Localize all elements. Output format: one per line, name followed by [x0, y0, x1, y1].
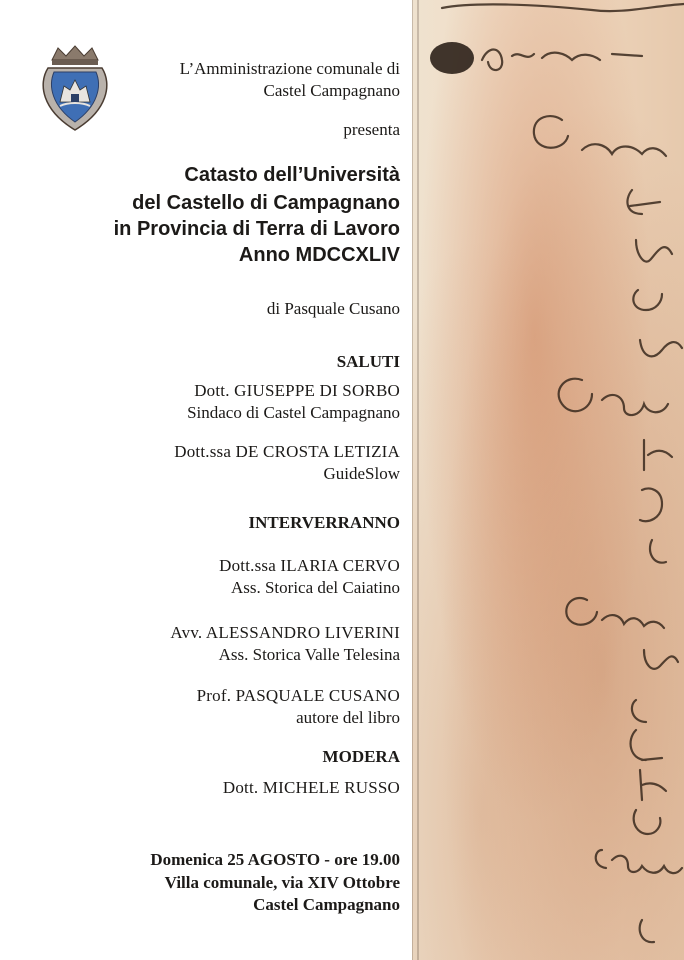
- header-line-2: Castel Campagnano: [263, 81, 400, 100]
- saluti-person-2-name: Dott.ssa DE CROSTA LETIZIA: [174, 442, 400, 461]
- saluti-person-2-role: GuideSlow: [323, 464, 400, 483]
- presenta-text: presenta: [343, 120, 400, 139]
- title-line-2: del Castello di Campagnano: [132, 192, 400, 214]
- modera-heading: MODERA: [322, 747, 400, 766]
- speaker-2-name: Avv. ALESSANDRO LIVERINI: [170, 623, 400, 642]
- event-date-time: Domenica 25 AGOSTO - ore 19.00: [150, 850, 400, 869]
- title-line-3: in Provincia di Terra di Lavoro: [113, 218, 400, 240]
- title-line-1: Catasto dell’Università: [184, 164, 400, 186]
- speaker-3-role: autore del libro: [296, 708, 400, 727]
- event-town: Castel Campagnano: [253, 895, 400, 914]
- author-text: di Pasquale Cusano: [266, 299, 400, 318]
- saluti-heading: SALUTI: [336, 352, 400, 371]
- interverranno-heading: INTERVERRANNO: [248, 513, 400, 532]
- manuscript-handwriting: [412, 0, 684, 960]
- title-line-4: Anno MDCCXLIV: [238, 244, 400, 266]
- speaker-3-name: Prof. PASQUALE CUSANO: [196, 686, 400, 705]
- event-place: Villa comunale, via XIV Ottobre: [164, 873, 400, 892]
- moderator-name: Dott. MICHELE RUSSO: [222, 778, 400, 797]
- speaker-1-role: Ass. Storica del Caiatino: [230, 578, 400, 597]
- saluti-person-1-name: Dott. GIUSEPPE DI SORBO: [194, 381, 400, 400]
- speaker-1-name: Dott.ssa ILARIA CERVO: [219, 556, 400, 575]
- saluti-person-1-role: Sindaco di Castel Campagnano: [187, 403, 400, 422]
- manuscript-background-image: [412, 0, 684, 960]
- header-line-1: L’Amministrazione comunale di: [179, 59, 400, 78]
- municipal-crest-logo: [40, 44, 110, 134]
- speaker-2-role: Ass. Storica Valle Telesina: [218, 645, 400, 664]
